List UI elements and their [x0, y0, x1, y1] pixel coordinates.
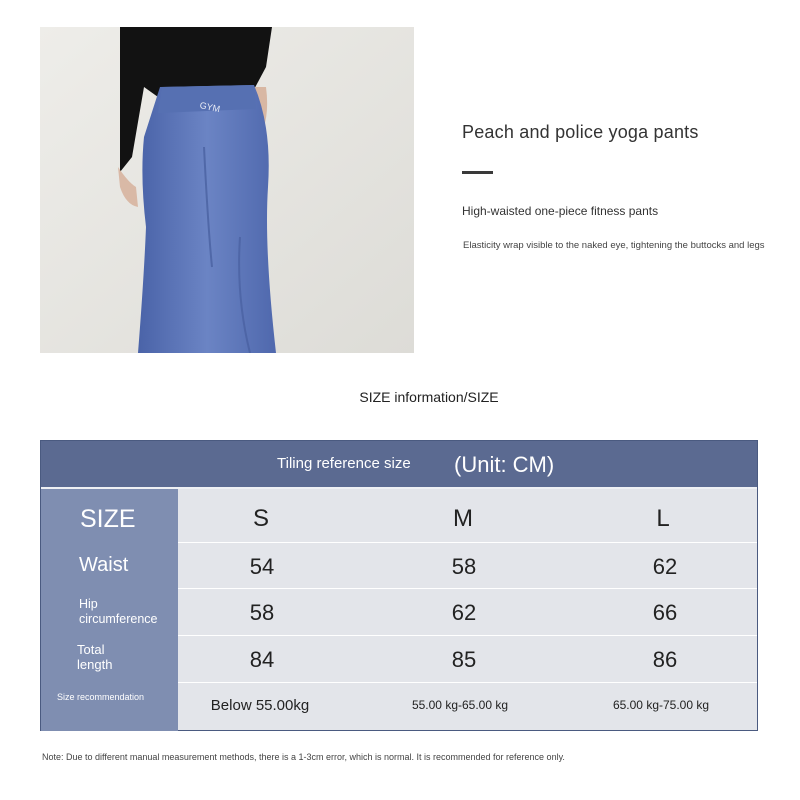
size-table: [40, 440, 758, 731]
size-section-heading: SIZE information/SIZE: [359, 389, 499, 405]
row-divider: [178, 635, 757, 636]
row-divider: [178, 542, 757, 543]
row-divider: [178, 588, 757, 589]
length-cell-s: 84: [249, 647, 275, 672]
table-header: [41, 441, 757, 489]
product-title: Peach and police yoga pants: [462, 122, 699, 142]
size-cell-m: M: [453, 505, 473, 532]
row-label-hip: Hip circumference: [79, 597, 158, 626]
recommendation-cell-m: 55.00 kg-65.00 kg: [411, 698, 509, 712]
product-subtitle: High-waisted one-piece fitness pants: [462, 204, 659, 218]
waist-cell-s: 54: [249, 554, 275, 579]
length-cell-m: 85: [451, 647, 477, 672]
hip-cell-l: 66: [652, 600, 678, 625]
row-divider: [178, 682, 757, 683]
waist-cell-l: 62: [652, 554, 678, 579]
recommendation-cell-s: Below 55.00kg: [210, 697, 310, 714]
product-photo: [40, 27, 414, 353]
title-divider: [462, 171, 493, 174]
size-cell-l: L: [656, 505, 670, 532]
waist-cell-m: 58: [451, 554, 477, 579]
recommendation-cell-l: 65.00 kg-75.00 kg: [612, 698, 710, 712]
row-label-recommendation: Size recommendation: [57, 692, 145, 702]
hip-cell-s: 58: [249, 600, 275, 625]
waistband-logo: GYM: [198, 100, 222, 115]
measurement-note: Note: Due to different manual measurement methods, there is a 1-3cm error, which is normal. It is recommended for reference only.: [42, 752, 565, 762]
row-label-length: Total length: [77, 642, 113, 672]
table-unit: (Unit: CM): [454, 452, 555, 477]
yoga-pants-illustration: [40, 27, 414, 353]
row-label-size: SIZE: [80, 505, 136, 533]
hip-cell-m: 62: [451, 600, 477, 625]
table-title: Tiling reference size: [277, 455, 411, 472]
product-description: Elasticity wrap visible to the naked eye, tightening the buttocks and legs: [463, 240, 765, 251]
row-label-waist: Waist: [79, 554, 129, 576]
size-cell-s: S: [252, 505, 269, 532]
length-cell-l: 86: [652, 647, 678, 672]
